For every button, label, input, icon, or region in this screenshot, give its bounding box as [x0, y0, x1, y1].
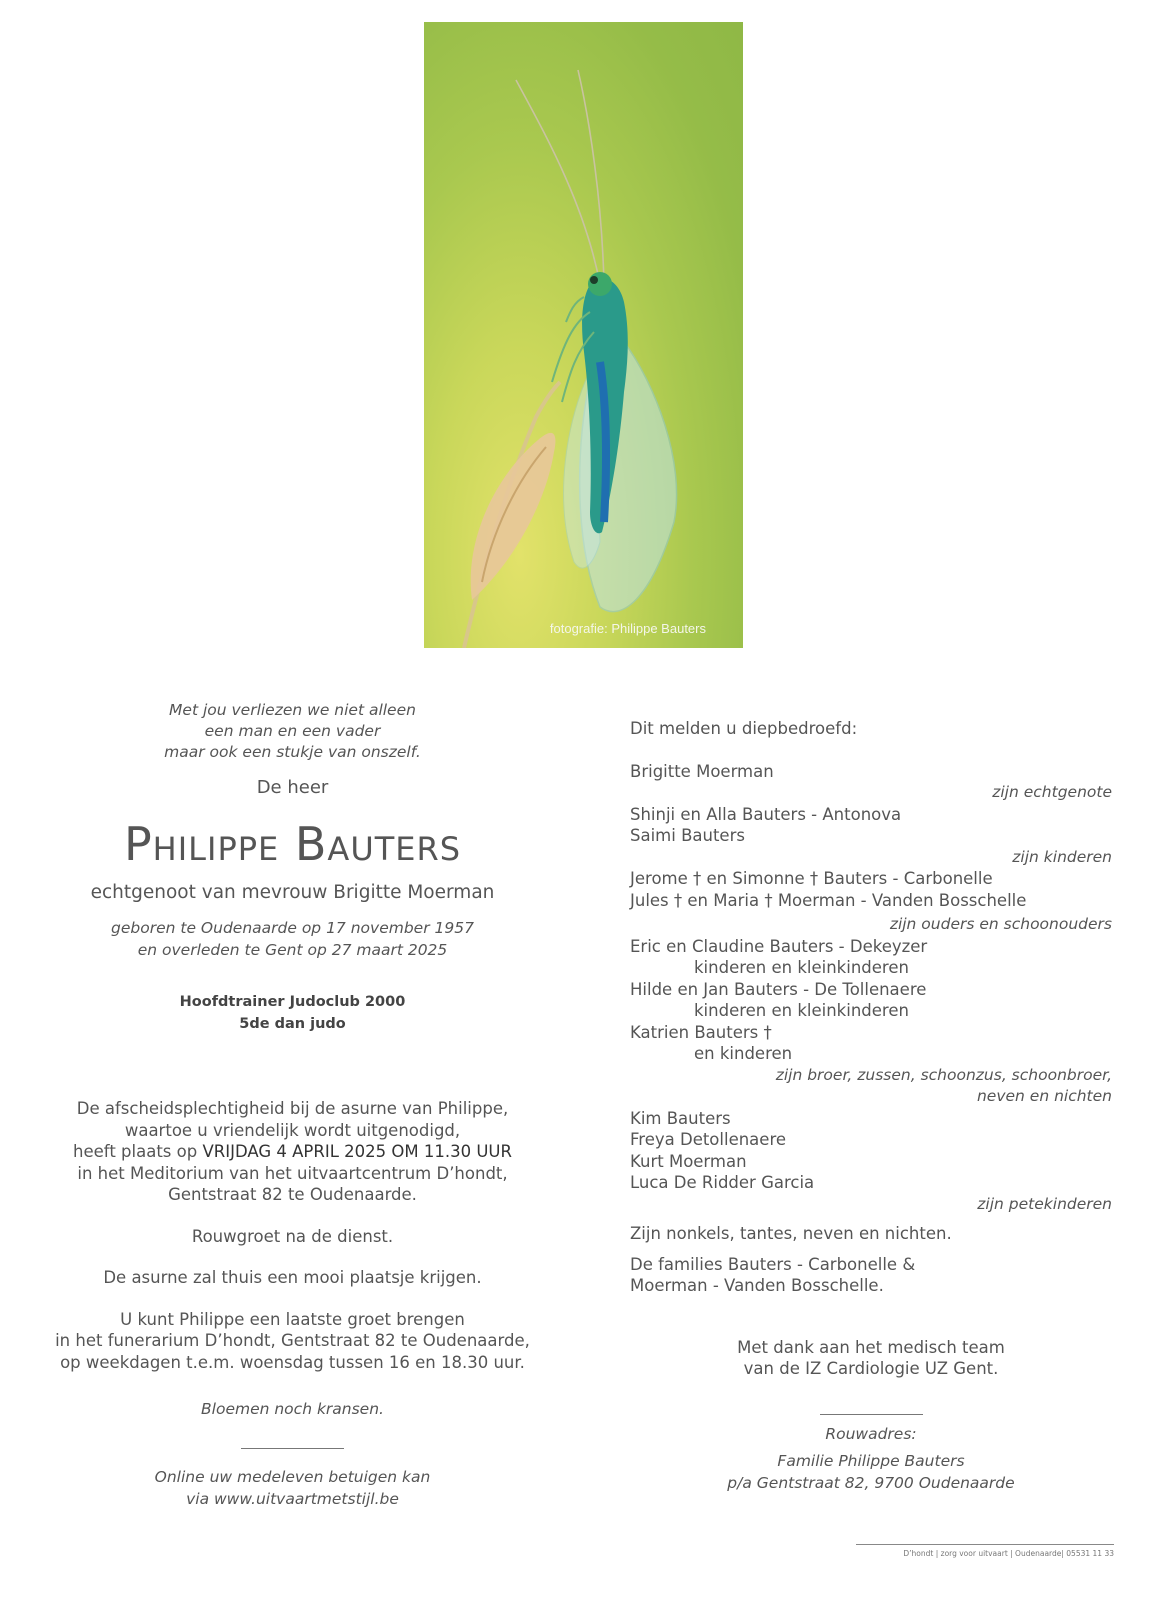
quote-line: Met jou verliezen we niet alleen	[169, 701, 416, 719]
address-street: p/a Gentstraat 82, 9700 Oudenaarde	[727, 1473, 1015, 1492]
club-rank: 5de dan judo	[239, 1016, 346, 1032]
relation-label: zijn ouders en schoonouders	[889, 915, 1112, 933]
photo-credit: fotografie: Philippe Bauters	[549, 621, 706, 636]
online-link[interactable]: via www.uitvaartmetstijl.be	[186, 1490, 399, 1508]
ceremony-info	[40, 1098, 545, 1373]
online-line: Online uw medeleven betuigen kan	[154, 1468, 431, 1486]
online-condolence	[40, 1466, 545, 1510]
families-line: De families Bauters - Carbonelle &	[630, 1254, 916, 1274]
address-name: Familie Philippe Bauters	[777, 1451, 965, 1470]
death-line: en overleden te Gent op 27 maart 2025	[137, 941, 448, 959]
godchild-name: Kurt Moerman	[630, 1151, 747, 1171]
relation-label: zijn petekinderen	[977, 1194, 1112, 1213]
birth-line: geboren te Oudenaarde op 17 november 1957	[111, 919, 474, 937]
ceremony-line: Gentstraat 82 te Oudenaarde.	[168, 1185, 417, 1204]
memorial-photo	[424, 22, 743, 648]
relation-label: zijn kinderen	[1012, 847, 1112, 866]
child-name: Shinji en Alla Bauters - Antonova	[630, 804, 902, 824]
ceremony-line	[40, 1141, 545, 1163]
godchild-name: Luca De Ridder Garcia	[630, 1173, 815, 1192]
funeral-home-footer: D’hondt | zorg voor uitvaart | Oudenaarde| 05531 11 33	[856, 1544, 1114, 1558]
visit-line: op weekdagen t.e.m. woensdag tussen 16 en 18.30 uur.	[60, 1352, 525, 1372]
left-column	[40, 700, 545, 1510]
flowers-note: Bloemen noch kransen.	[201, 1400, 384, 1418]
judo-club-info	[40, 991, 545, 1035]
lacewing-insect-illustration	[424, 22, 743, 648]
spouse-name: Brigitte Moerman	[630, 761, 774, 781]
quote-line: een man en een vader	[204, 722, 381, 740]
parents-name: Jules † en Maria † Moerman - Vanden Bosschelle	[630, 890, 1027, 910]
parents-name: Jerome † en Simonne † Bauters - Carbonelle	[630, 869, 993, 888]
visit-line: in het funerarium D’hondt, Gentstraat 82 te Oudenaarde,	[55, 1331, 530, 1350]
sibling-family: en kinderen	[694, 1044, 793, 1063]
mourners-intro: Dit melden u diepbedroefd:	[630, 719, 858, 738]
relation-label: zijn echtgenote	[992, 783, 1112, 801]
godchild-name: Kim Bauters	[630, 1108, 731, 1128]
sibling-name: Hilde en Jan Bauters - De Tollenaere	[630, 979, 927, 999]
ceremony-line: in het Meditorium van het uitvaartcentrum D’hondt,	[77, 1163, 508, 1183]
divider	[820, 1414, 923, 1415]
spouse-line: echtgenoot van mevrouw Brigitte Moerman	[90, 882, 495, 903]
asurne-note: De asurne zal thuis een mooi plaatsje krijgen.	[103, 1268, 482, 1287]
thanks-line: Met dank aan het medisch team	[737, 1337, 1005, 1357]
ceremony-prefix: heeft plaats op	[73, 1142, 203, 1161]
sibling-family: kinderen en kleinkinderen	[694, 1001, 909, 1020]
sibling-name: Katrien Bauters †	[630, 1022, 772, 1042]
right-column	[630, 718, 1112, 1494]
relation-label: zijn broer, zussen, schoonzus, schoonbroer,	[775, 1065, 1112, 1084]
address-label: Rouwadres:	[825, 1424, 917, 1443]
rouwgroet: Rouwgroet na de dienst.	[191, 1226, 394, 1246]
godchild-name: Freya Detollenaere	[630, 1130, 787, 1149]
visit-line: U kunt Philippe een laatste groet brengen	[120, 1309, 465, 1329]
ceremony-date: VRIJDAG 4 APRIL 2025 OM 11.30 UUR	[202, 1142, 512, 1161]
deceased-name: Philippe Bauters	[123, 817, 462, 871]
ceremony-line: waartoe u vriendelijk wordt uitgenodigd,	[124, 1120, 461, 1140]
child-name: Saimi Bauters	[630, 826, 745, 845]
memorial-quote	[40, 700, 545, 763]
families-line: Moerman - Vanden Bosschelle.	[630, 1276, 884, 1295]
honorific: De heer	[256, 777, 329, 798]
sibling-family: kinderen en kleinkinderen	[694, 958, 909, 977]
divider	[241, 1448, 344, 1449]
uncles-line: Zijn nonkels, tantes, neven en nichten.	[630, 1224, 952, 1243]
visit-paragraph	[40, 1309, 545, 1374]
birth-death-dates	[40, 917, 545, 961]
quote-line: maar ook een stukje van onszelf.	[164, 743, 421, 761]
sibling-name: Eric en Claudine Bauters - Dekeyzer	[630, 936, 928, 956]
ceremony-line: De afscheidsplechtigheid bij de asurne van Philippe,	[76, 1099, 509, 1118]
ceremony-paragraph	[40, 1098, 545, 1206]
relation-label: neven en nichten	[976, 1087, 1112, 1105]
thanks-note	[630, 1337, 1112, 1380]
thanks-line: van de IZ Cardiologie UZ Gent.	[743, 1359, 999, 1378]
club-role: Hoofdtrainer Judoclub 2000	[179, 994, 406, 1010]
